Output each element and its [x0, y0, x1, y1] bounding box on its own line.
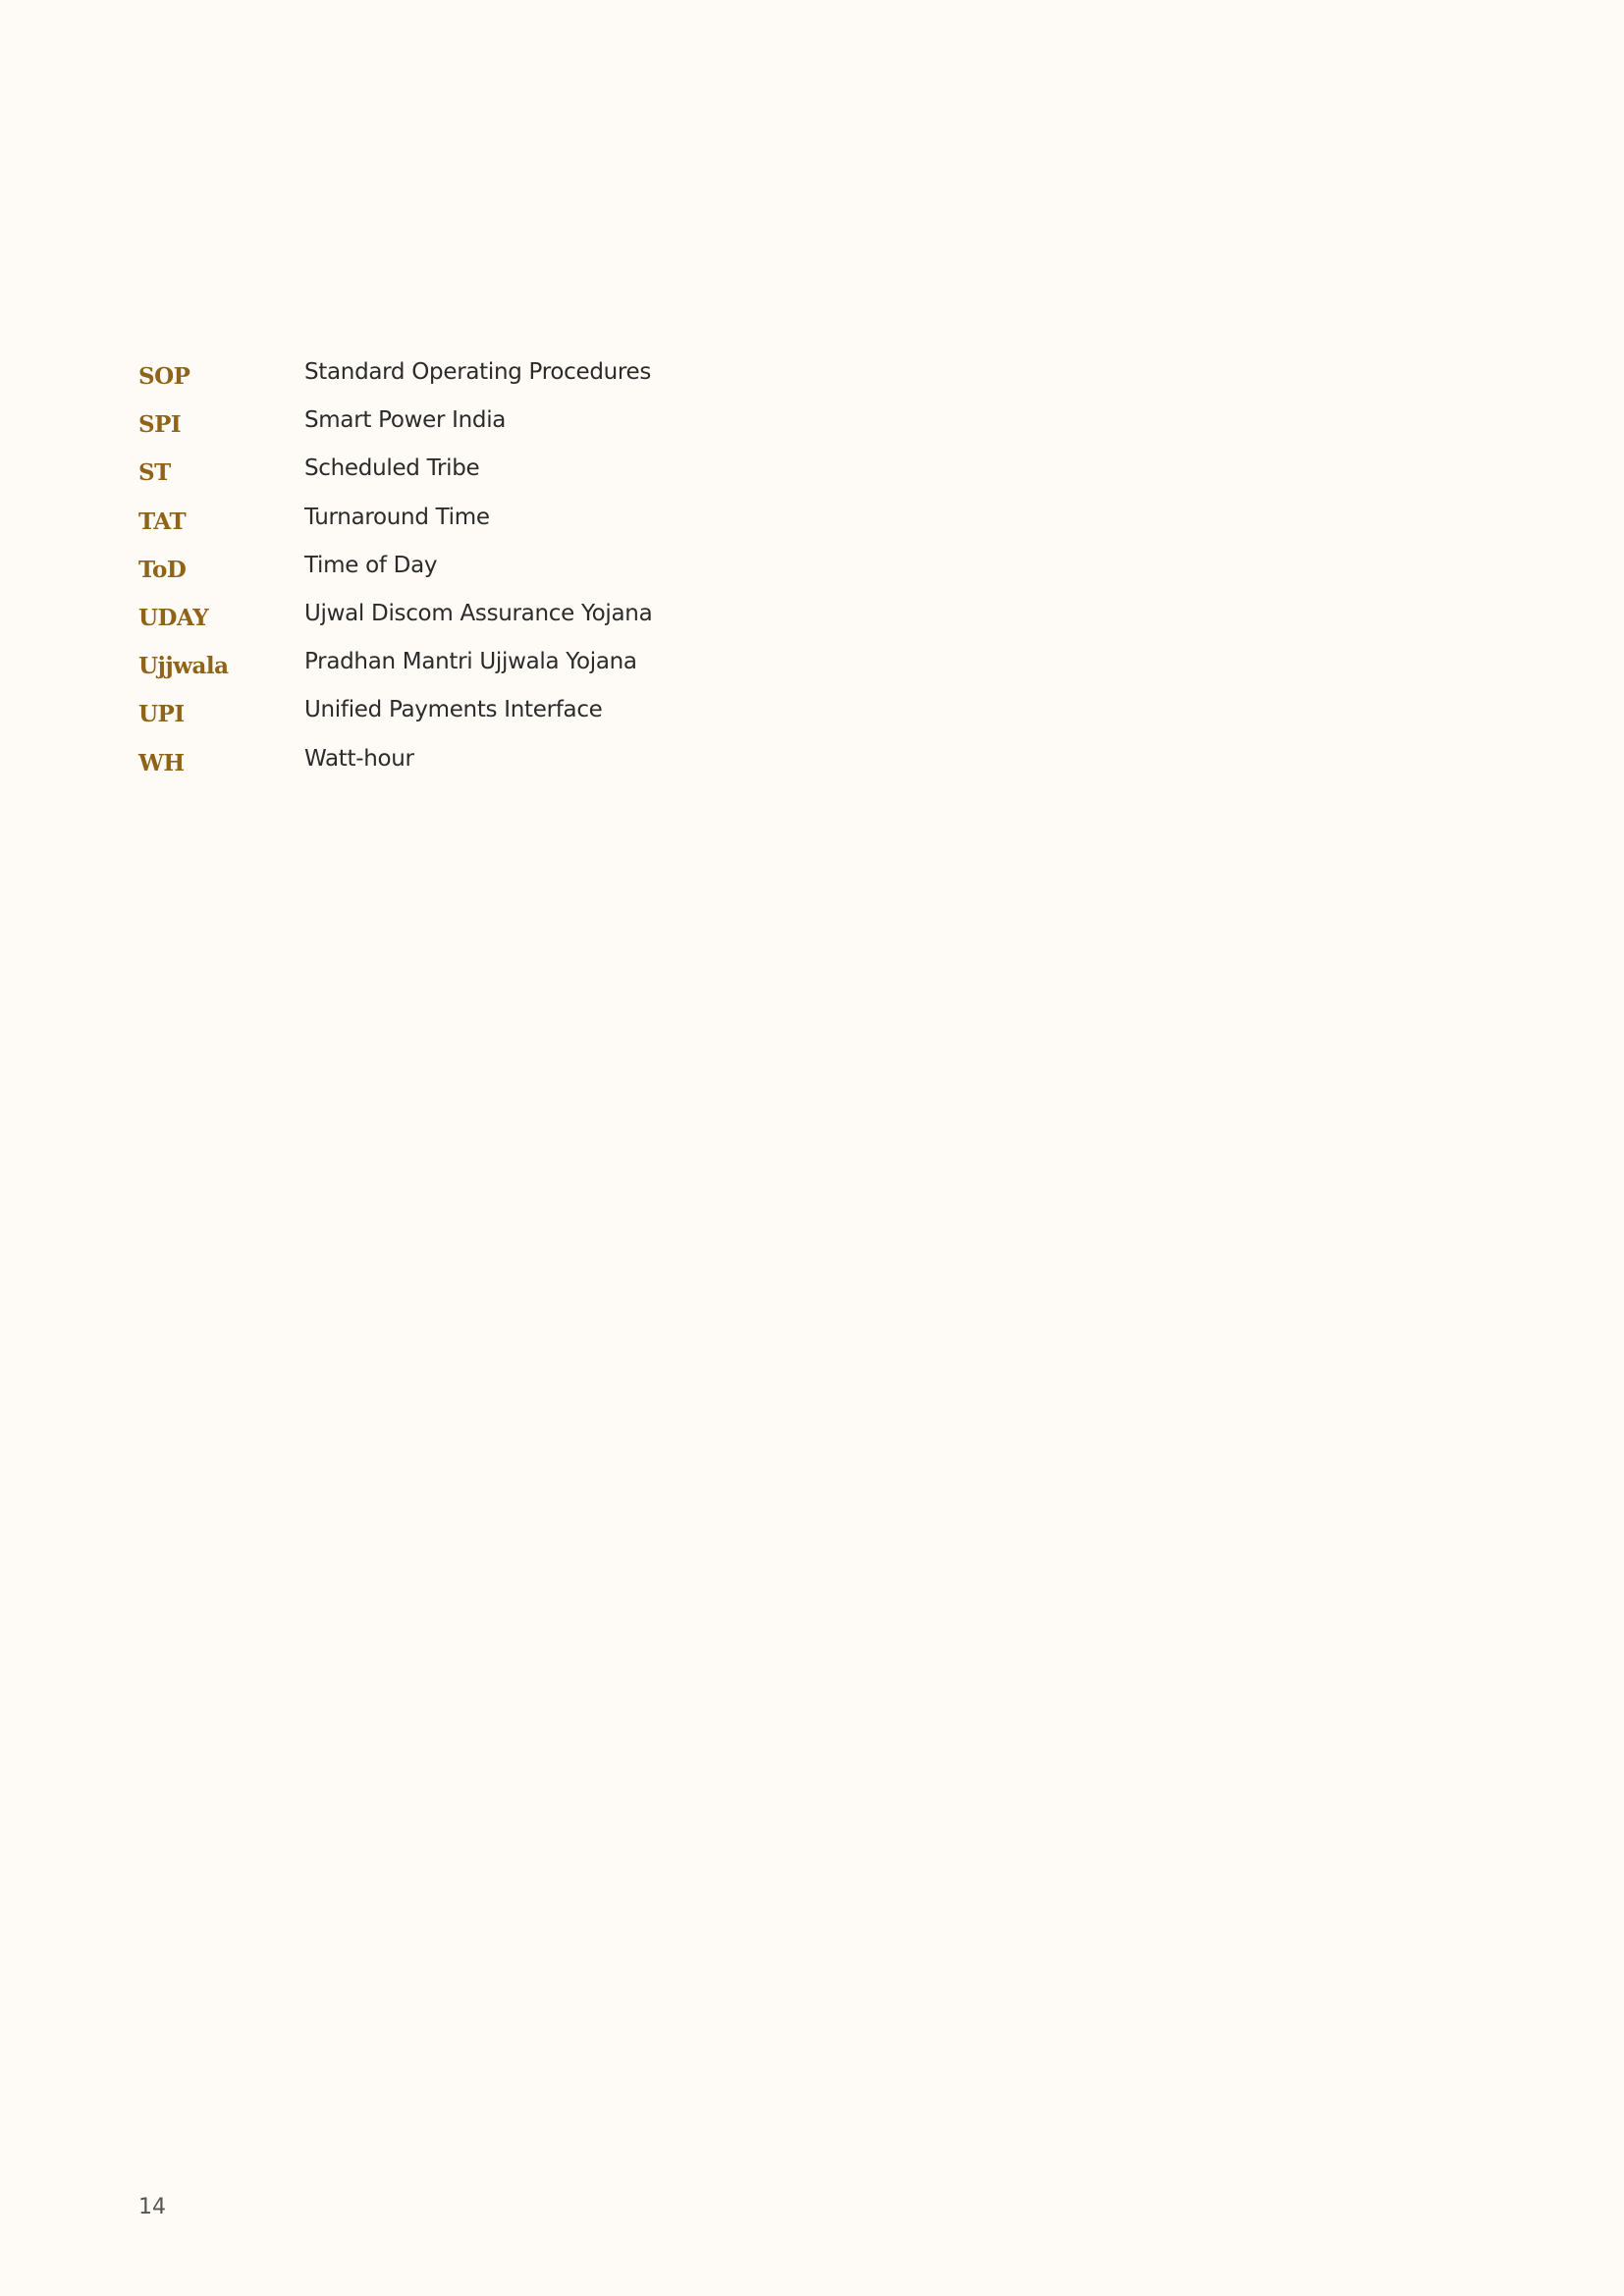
abbreviation-term: SOP [138, 363, 190, 390]
abbreviation-list [138, 359, 924, 798]
abbreviation-row-tod [138, 552, 924, 605]
abbreviation-term: UDAY [138, 604, 209, 631]
abbreviation-term: ST [138, 459, 171, 487]
abbreviation-definition: Watt-hour [304, 745, 414, 772]
abbreviation-term: TAT [138, 507, 187, 535]
abbreviation-definition: Time of Day [304, 552, 438, 578]
abbreviation-definition: Turnaround Time [304, 504, 490, 530]
abbreviation-term: ToD [138, 556, 187, 583]
abbreviation-definition: Smart Power India [304, 407, 507, 434]
abbreviation-row-ujjwala [138, 649, 924, 701]
abbreviation-row-st [138, 455, 924, 507]
abbreviation-definition: Pradhan Mantri Ujjwala Yojana [304, 649, 637, 675]
abbreviation-definition: Unified Payments Interface [304, 697, 603, 723]
abbreviation-definition: Scheduled Tribe [304, 455, 480, 482]
abbreviation-row-spi [138, 407, 924, 459]
abbreviation-definition: Standard Operating Procedures [304, 359, 652, 385]
abbreviation-term: Ujjwala [138, 653, 229, 680]
abbreviation-term: WH [138, 749, 185, 776]
abbreviation-term: SPI [138, 411, 182, 439]
abbreviation-definition: Ujwal Discom Assurance Yojana [304, 600, 653, 626]
abbreviation-row-sop [138, 359, 924, 411]
abbreviation-row-wh [138, 745, 924, 798]
abbreviation-term: UPI [138, 701, 185, 728]
abbreviation-row-tat [138, 504, 924, 557]
abbreviation-row-uday [138, 600, 924, 653]
abbreviation-row-upi [138, 697, 924, 749]
page-number: 14 [138, 2195, 166, 2219]
